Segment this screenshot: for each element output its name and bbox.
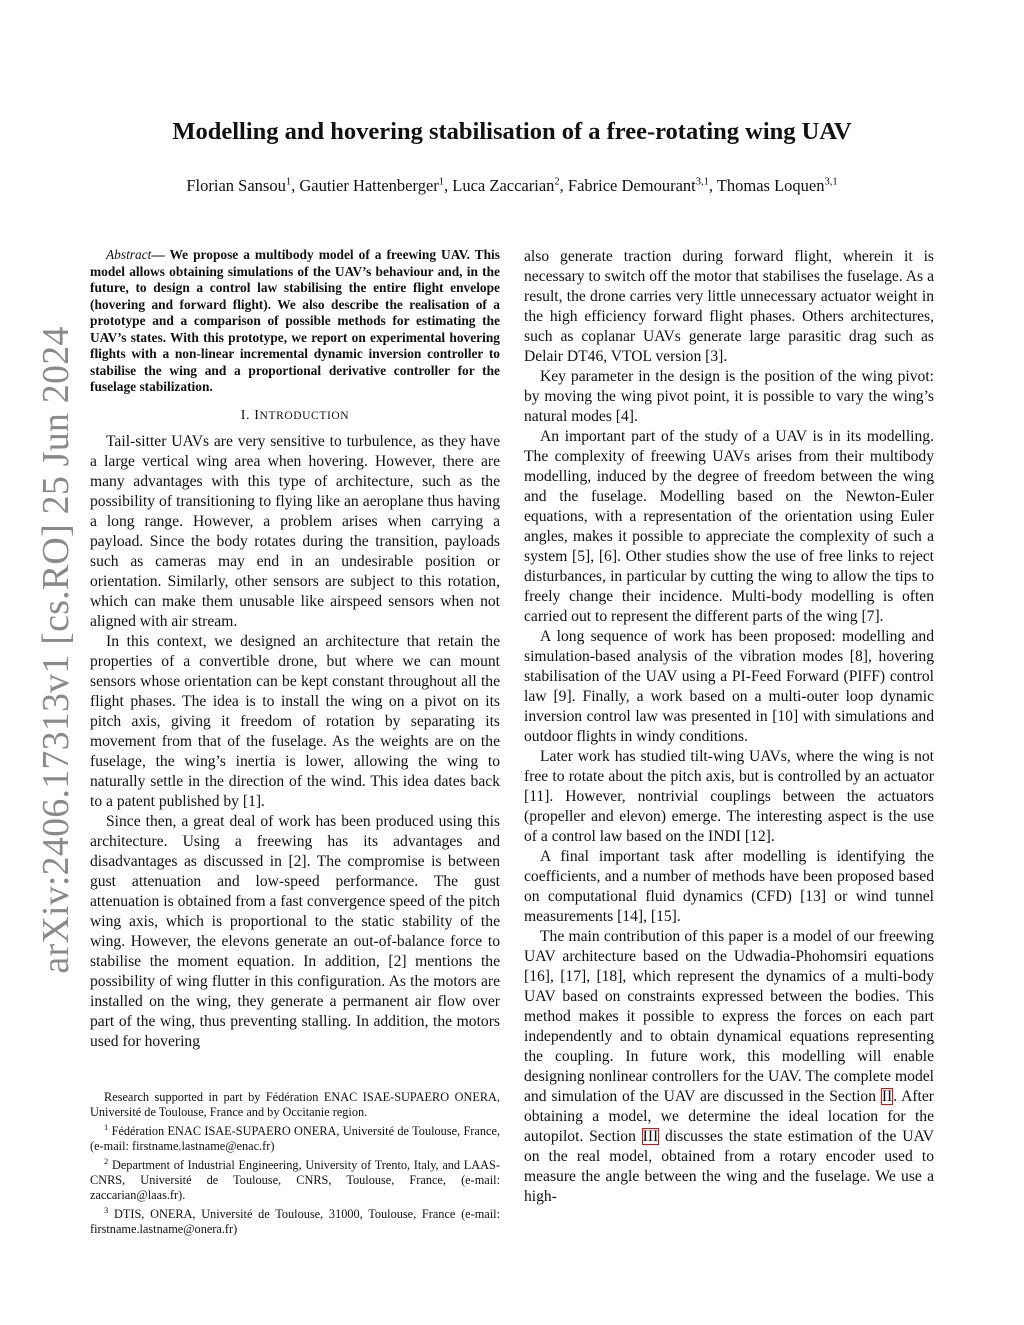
paragraph: An important part of the study of a UAV is in its modelling. The complexity of freewing UAVs arises from their multibody modelling, induced by the degree of freedom between the wing and the fuselage. Modelling based on the Newton-Euler equations, with a representation of the orientation using Euler angles, makes it possible to appreciate the complexity of such a system [5], [6]. Other studies show the use of free links to reject disturbances, in particular by cutting the wing to allow the tips to freely change their incidence. Multi-body modelling is often carried out to represent the different parts of the wing [7]. xyxy=(524,428,934,625)
left-column xyxy=(90,247,500,1052)
author-name: Florian Sansou xyxy=(186,176,286,195)
paragraph: A final important task after modelling is identifying the coefficients, and a number of methods have been proposed based on computational fluid dynamics (CFD) [13] or wind tunnel measurements [14], [15]. xyxy=(524,848,934,925)
author-affiliation-mark: 1 xyxy=(285,176,292,188)
paragraph: Since then, a great deal of work has been produced using this architecture. Using a freewing has its advantages and disadvantages as discussed in [2]. The compromise is between gust attenuation and low-speed performance. The gust attenuation is obtained from a fast convergence speed of the pitch wing axis, which is proportional to the static stability of the wing. However, the elevons generate an out-of-balance force to stabilise the moment equation. In addition, [2] mentions the possibility of wing flutter in this configuration. As the motors are installed on the wing, they generate a permanent air flow over part of the wing, thus preventing stalling. In addition, the motors used for hovering xyxy=(90,812,500,1050)
footnote-text: Department of Industrial Engineering, University of Trento, Italy, and LAAS-CNRS, Université de Toulouse, CNRS, Toulouse, France, (e-mail: zaccarian@laas.fr). xyxy=(90,1158,500,1203)
footnote-support: Research supported in part by Fédération ENAC ISAE-SUPAERO ONERA, Université de Toulouse, France and by Occitanie region. xyxy=(90,1090,500,1119)
paragraph: In this context, we designed an architecture that retain the properties of a convertible drone, but where we can mount sensors whose orientation can be kept constant throughout all the flight phases. The idea is to install the wing on a pivot on its pitch axis, giving it freedom of rotation by separating its movement from that of the fuselage. As the weights are on the fuselage, the wing’s inertia is lower, allowing the wing to naturally settle in the direction of the wind. This idea dates back to a patent published by [1]. xyxy=(90,632,500,810)
section-number: I. xyxy=(240,407,251,423)
footnote-text: DTIS, ONERA, Université de Toulouse, 31000, Toulouse, France (e-mail: firstname.lastname@onera.fr) xyxy=(90,1207,500,1237)
author-name: Luca Zaccarian xyxy=(452,176,555,195)
paragraph: Tail-sitter UAVs are very sensitive to turbulence, as they have a large vertical wing area when hovering. However, there are many advantages with this type of architecture, such as the possibility of transitioning to flying like an aeroplane thus having a long range. However, a problem arises when carrying a payload. Since the body rotates during the transition, payloads such as cameras may end in an undesirable position or orientation. Similarly, other sensors are subject to this rotation, which can make them unusable like airspeed sensors when not aligned with air stream. xyxy=(90,432,500,630)
section-heading-introduction xyxy=(90,408,500,424)
abstract-text: — We propose a multibody model of a freewing UAV. This model allows obtaining simulations of the UAV’s behaviour and, in the future, to design a control law stabilising the entire flight envelope (hovering and forward flight). We also describe the realisation of a prototype and a comparison of possible methods for estimating the UAV’s states. With this prototype, we report on experimental hovering flights with a non-linear incremental dynamic inversion controller to stabilise the wing and a proportional derivative controller for the fuselage stabilization. xyxy=(90,247,500,394)
abstract-label: Abstract xyxy=(106,247,152,262)
section-title-rest: NTRODUCTION xyxy=(259,409,350,422)
paragraph-text: discusses the state estimation of the UAV on the real model, obtained from a rotary encoder used to measure the angle between the wing and the fuselage. We use a high- xyxy=(524,1128,934,1205)
paragraph-text: . After obtaining a model, we determine the ideal location for the autopilot. Section xyxy=(524,1088,934,1145)
section-reference-link[interactable]: II xyxy=(881,1088,893,1105)
footnote xyxy=(90,1154,500,1203)
author-list: Florian Sansou$^1$, Gautier Hattenberger$^1$, Luca Zaccarian$^2$, Fabrice Demourant$^{3,1}$, Thomas Loquen$^{3,1}$ xyxy=(186,176,838,195)
paragraph-continued: also generate traction during forward flight, wherein it is necessary to switch off the motor that stabilises the fuselage. As a result, the drone carries very little unnecessary actuator weight in the high efficiency forward flight phases. Others architectures, such as coplanar UAVs generate large parasitic drag such as Delair DT46, VTOL version [3]. xyxy=(524,248,934,365)
section-reference-link[interactable]: III xyxy=(642,1128,659,1145)
right-column xyxy=(524,247,934,1207)
footnote xyxy=(90,1120,500,1154)
arxiv-sidebar-stamp xyxy=(35,326,77,974)
paper-title: Modelling and hovering stabilisation of a free-rotating wing UAV xyxy=(172,118,852,145)
abstract xyxy=(90,247,500,396)
footnote-text: Fédération ENAC ISAE-SUPAERO ONERA, Université de Toulouse, France, (e-mail: firstname.lastname@enac.fr) xyxy=(90,1124,501,1154)
author-name: Gautier Hattenberger xyxy=(299,176,439,195)
footnote-mark: 1 xyxy=(104,1122,109,1132)
author-affiliation-mark: 1 xyxy=(438,176,445,188)
author-name: Fabrice Demourant xyxy=(567,176,696,195)
footnotes xyxy=(90,1090,500,1237)
paragraph-main-contribution xyxy=(524,927,934,1207)
footnote-mark: 2 xyxy=(104,1156,109,1167)
footnote xyxy=(90,1203,500,1237)
section-initial: I xyxy=(254,407,260,423)
author-affiliation-mark: 3,1 xyxy=(695,176,709,188)
paragraph: Key parameter in the design is the position of the wing pivot: by moving the wing pivot point, it is possible to vary the wing’s natural modes [4]. xyxy=(524,368,934,425)
author-affiliation-mark: 2 xyxy=(554,176,560,188)
paragraph: Later work has studied tilt-wing UAVs, where the wing is not free to rotate about the pitch axis, but is controlled by an actuator [11]. However, nontrivial couplings between the actuators (propeller and elevon) emerge. The interesting aspect is the use of a control law based on the INDI [12]. xyxy=(524,748,934,845)
footnote-mark: 3 xyxy=(104,1205,109,1216)
author-name: Thomas Loquen xyxy=(716,176,825,195)
paragraph-text: The main contribution of this paper is a model of our freewing UAV architecture based on the Udwadia-Phohomsiri equations [16], [17], [18], which represent the dynamics of a multi-body UAV based on constraints expressed between the bodies. This method makes it possible to express the forces on each part independently and to obtain dynamical equations representing the coupling. In future work, this modelling will enable designing nonlinear controllers for the UAV. The complete model and simulation of the UAV are discussed in the Section xyxy=(524,928,934,1105)
paragraph: A long sequence of work has been proposed: modelling and simulation-based analysis of the vibration modes [8], hovering stabilisation of the UAV using a PI-Feed Forward (PIFF) control law [9]. Finally, a work based on a multi-outer loop dynamic inversion control law was presented in [10] with simulations and outdoor flights in windy conditions. xyxy=(524,628,934,745)
author-affiliation-mark: 3,1 xyxy=(824,176,838,188)
arxiv-identifier: arXiv:2406.17313v1 [cs.RO] 25 Jun 2024 xyxy=(35,326,77,974)
